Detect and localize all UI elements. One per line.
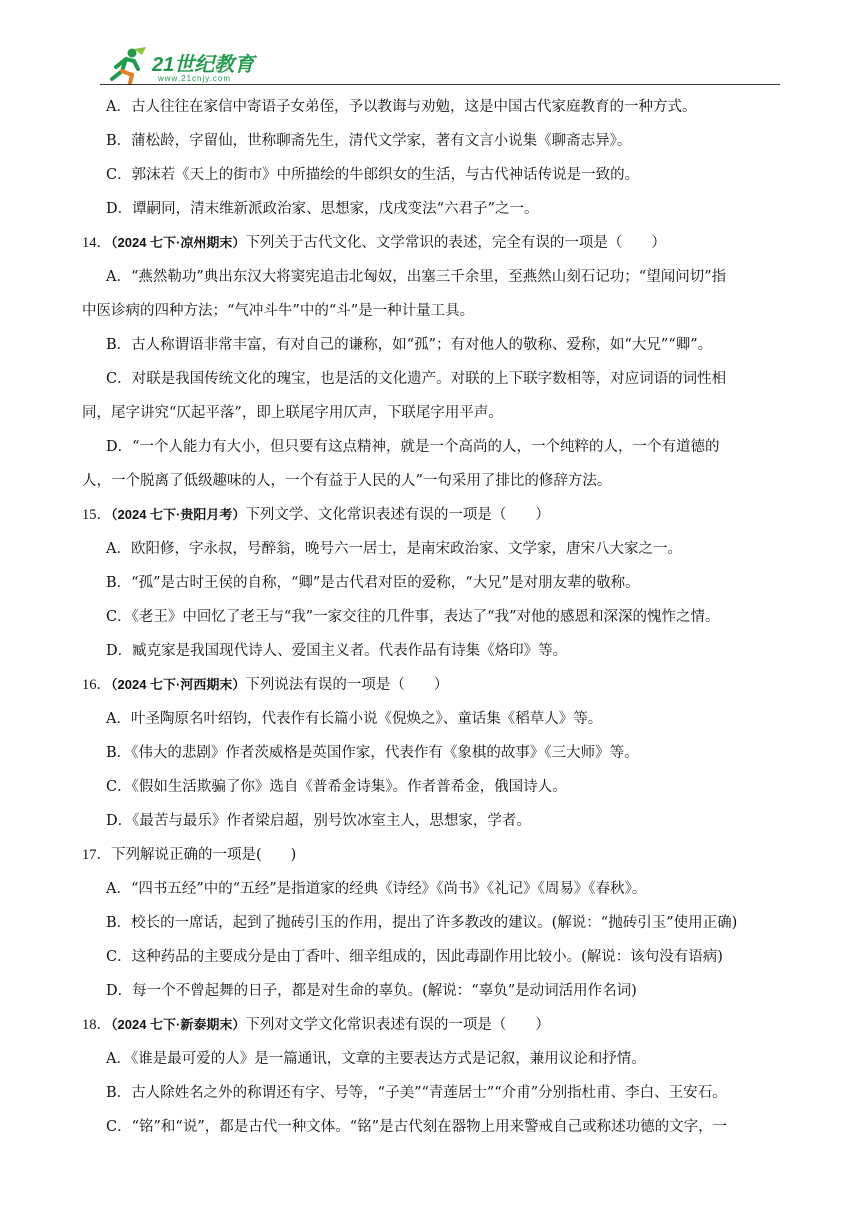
- question-stem: [82, 226, 782, 260]
- question-stem: [82, 1008, 782, 1042]
- question-text: 下列解说正确的一项是( ): [111, 847, 297, 863]
- question-number: 15．: [82, 507, 111, 523]
- answer-option: B．古人除姓名之外的称谓还有字、号等，“子美”“青莲居士”“介甫”分别指杜甫、李白、王安石。: [106, 1085, 727, 1101]
- answer-option: A．“燕然勒功”典出东汉大将窦宪追击北匈奴，出塞三千余里，至燕然山刻石记功；“望闻问切”指: [106, 269, 727, 285]
- question-source: （2024 七下·河西期末）: [111, 677, 246, 692]
- answer-option: C．《假如生活欺骗了你》选自《普希金诗集》。作者普希金，俄国诗人。: [106, 779, 567, 795]
- question-stem: [82, 498, 782, 532]
- answer-option: A．古人往往在家信中寄语子女弟侄，予以教诲与劝勉，这是中国古代家庭教育的一种方式。: [106, 99, 697, 115]
- answer-option: D．谭嗣同，清末维新派政治家、思想家，戊戌变法“六君子”之一。: [106, 201, 539, 217]
- question-stem: [82, 838, 782, 872]
- question-text: 下列对文学文化常识表述有误的一项是（ ）: [245, 1017, 550, 1033]
- question-stem: [82, 668, 782, 702]
- question-number: 16．: [82, 677, 111, 693]
- question-text: 下列关于古代文化、文学常识的表述，完全有误的一项是（ ）: [245, 235, 666, 251]
- question-text: 下列说法有误的一项是（ ）: [245, 677, 449, 693]
- answer-option: C．“铭”和“说”，都是古代一种文体。“铭”是古代刻在器物上用来警戒自己或称述功德的文字，一: [106, 1119, 728, 1135]
- answer-option: B．古人称谓语非常丰富，有对自己的谦称，如“孤”；有对他人的敬称、爱称，如“大兄”“卿”。: [106, 337, 713, 353]
- page-header: [100, 40, 780, 88]
- header-divider: [100, 84, 780, 85]
- answer-option: A．叶圣陶原名叶绍钧，代表作有长篇小说《倪焕之》、童话集《稻草人》等。: [106, 711, 603, 727]
- answer-option: C．郭沫若《天上的街市》中所描绘的牛郎织女的生活，与古代神话传说是一致的。: [106, 167, 640, 183]
- answer-option: C．对联是我国传统文化的瑰宝，也是活的文化遗产。对联的上下联字数相等，对应词语的词性相: [106, 371, 727, 387]
- answer-option: C．这种药品的主要成分是由丁香叶、细辛组成的，因此毒副作用比较小。(解说：该句没有语病): [106, 949, 723, 965]
- answer-option: D．臧克家是我国现代诗人、爱国主义者。代表作品有诗集《烙印》等。: [106, 643, 568, 659]
- answer-option: B．校长的一席话，起到了抛砖引玉的作用，提出了许多教改的建议。(解说：“抛砖引玉”使用正确): [106, 915, 738, 931]
- logo-text: 21世纪教育: [152, 54, 255, 76]
- question-number: 18．: [82, 1017, 111, 1033]
- option-continuation: 人，一个脱离了低级趣味的人，一个有益于人民的人”一句采用了排比的修辞方法。: [82, 473, 612, 489]
- answer-option: A．《谁是最可爱的人》是一篇通讯，文章的主要表达方式是记叙，兼用议论和抒情。: [106, 1051, 646, 1067]
- question-source: （2024 七下·新泰期末）: [111, 1017, 246, 1032]
- site-logo: [106, 44, 276, 86]
- question-text: 下列文学、文化常识表述有误的一项是（ ）: [245, 507, 550, 523]
- question-source: （2024 七下·贵阳月考）: [111, 507, 246, 522]
- answer-option: B．蒲松龄，字留仙，世称聊斋先生，清代文学家，著有文言小说集《聊斋志异》。: [106, 133, 632, 149]
- question-number: 17．: [82, 847, 111, 863]
- answer-option: A．欧阳修，字永叔，号醉翁，晚号六一居士，是南宋政治家、文学家，唐宋八大家之一。: [106, 541, 682, 557]
- answer-option: B．“孤”是古时王侯的自称，“卿”是古代君对臣的爱称，“大兄”是对朋友辈的敬称。: [106, 575, 640, 591]
- answer-option: C．《老王》中回忆了老王与“我”一家交往的几件事，表达了“我”对他的感恩和深深的愧怍之情。: [106, 609, 720, 625]
- answer-option: D．每一个不曾起舞的日子，都是对生命的辜负。(解说：“辜负”是动词活用作名词): [106, 983, 637, 999]
- answer-option: A．“四书五经”中的“五经”是指道家的经典《诗经》《尚书》《礼记》《周易》《春秋》。: [106, 881, 647, 897]
- answer-option: B．《伟大的悲剧》作者茨威格是英国作家，代表作有《象棋的故事》《三大师》等。: [106, 745, 639, 761]
- document-body: [82, 90, 782, 1144]
- question-source: （2024 七下·凉州期末）: [111, 235, 246, 250]
- answer-option: D．《最苦与最乐》作者梁启超，别号饮冰室主人，思想家，学者。: [106, 813, 531, 829]
- answer-option: D．“一个人能力有大小，但只要有这点精神，就是一个高尚的人，一个纯粹的人，一个有道德的: [106, 439, 720, 455]
- runner-logo-icon: [106, 45, 150, 85]
- option-continuation: 同，尾字讲究“仄起平落”，即上联尾字用仄声，下联尾字用平声。: [82, 405, 503, 421]
- option-continuation: 中医诊病的四种方法；“气冲斗牛”中的“斗”是一种计量工具。: [82, 303, 475, 319]
- logo-url: www.21cnjy.com: [158, 74, 231, 83]
- question-number: 14．: [82, 235, 111, 251]
